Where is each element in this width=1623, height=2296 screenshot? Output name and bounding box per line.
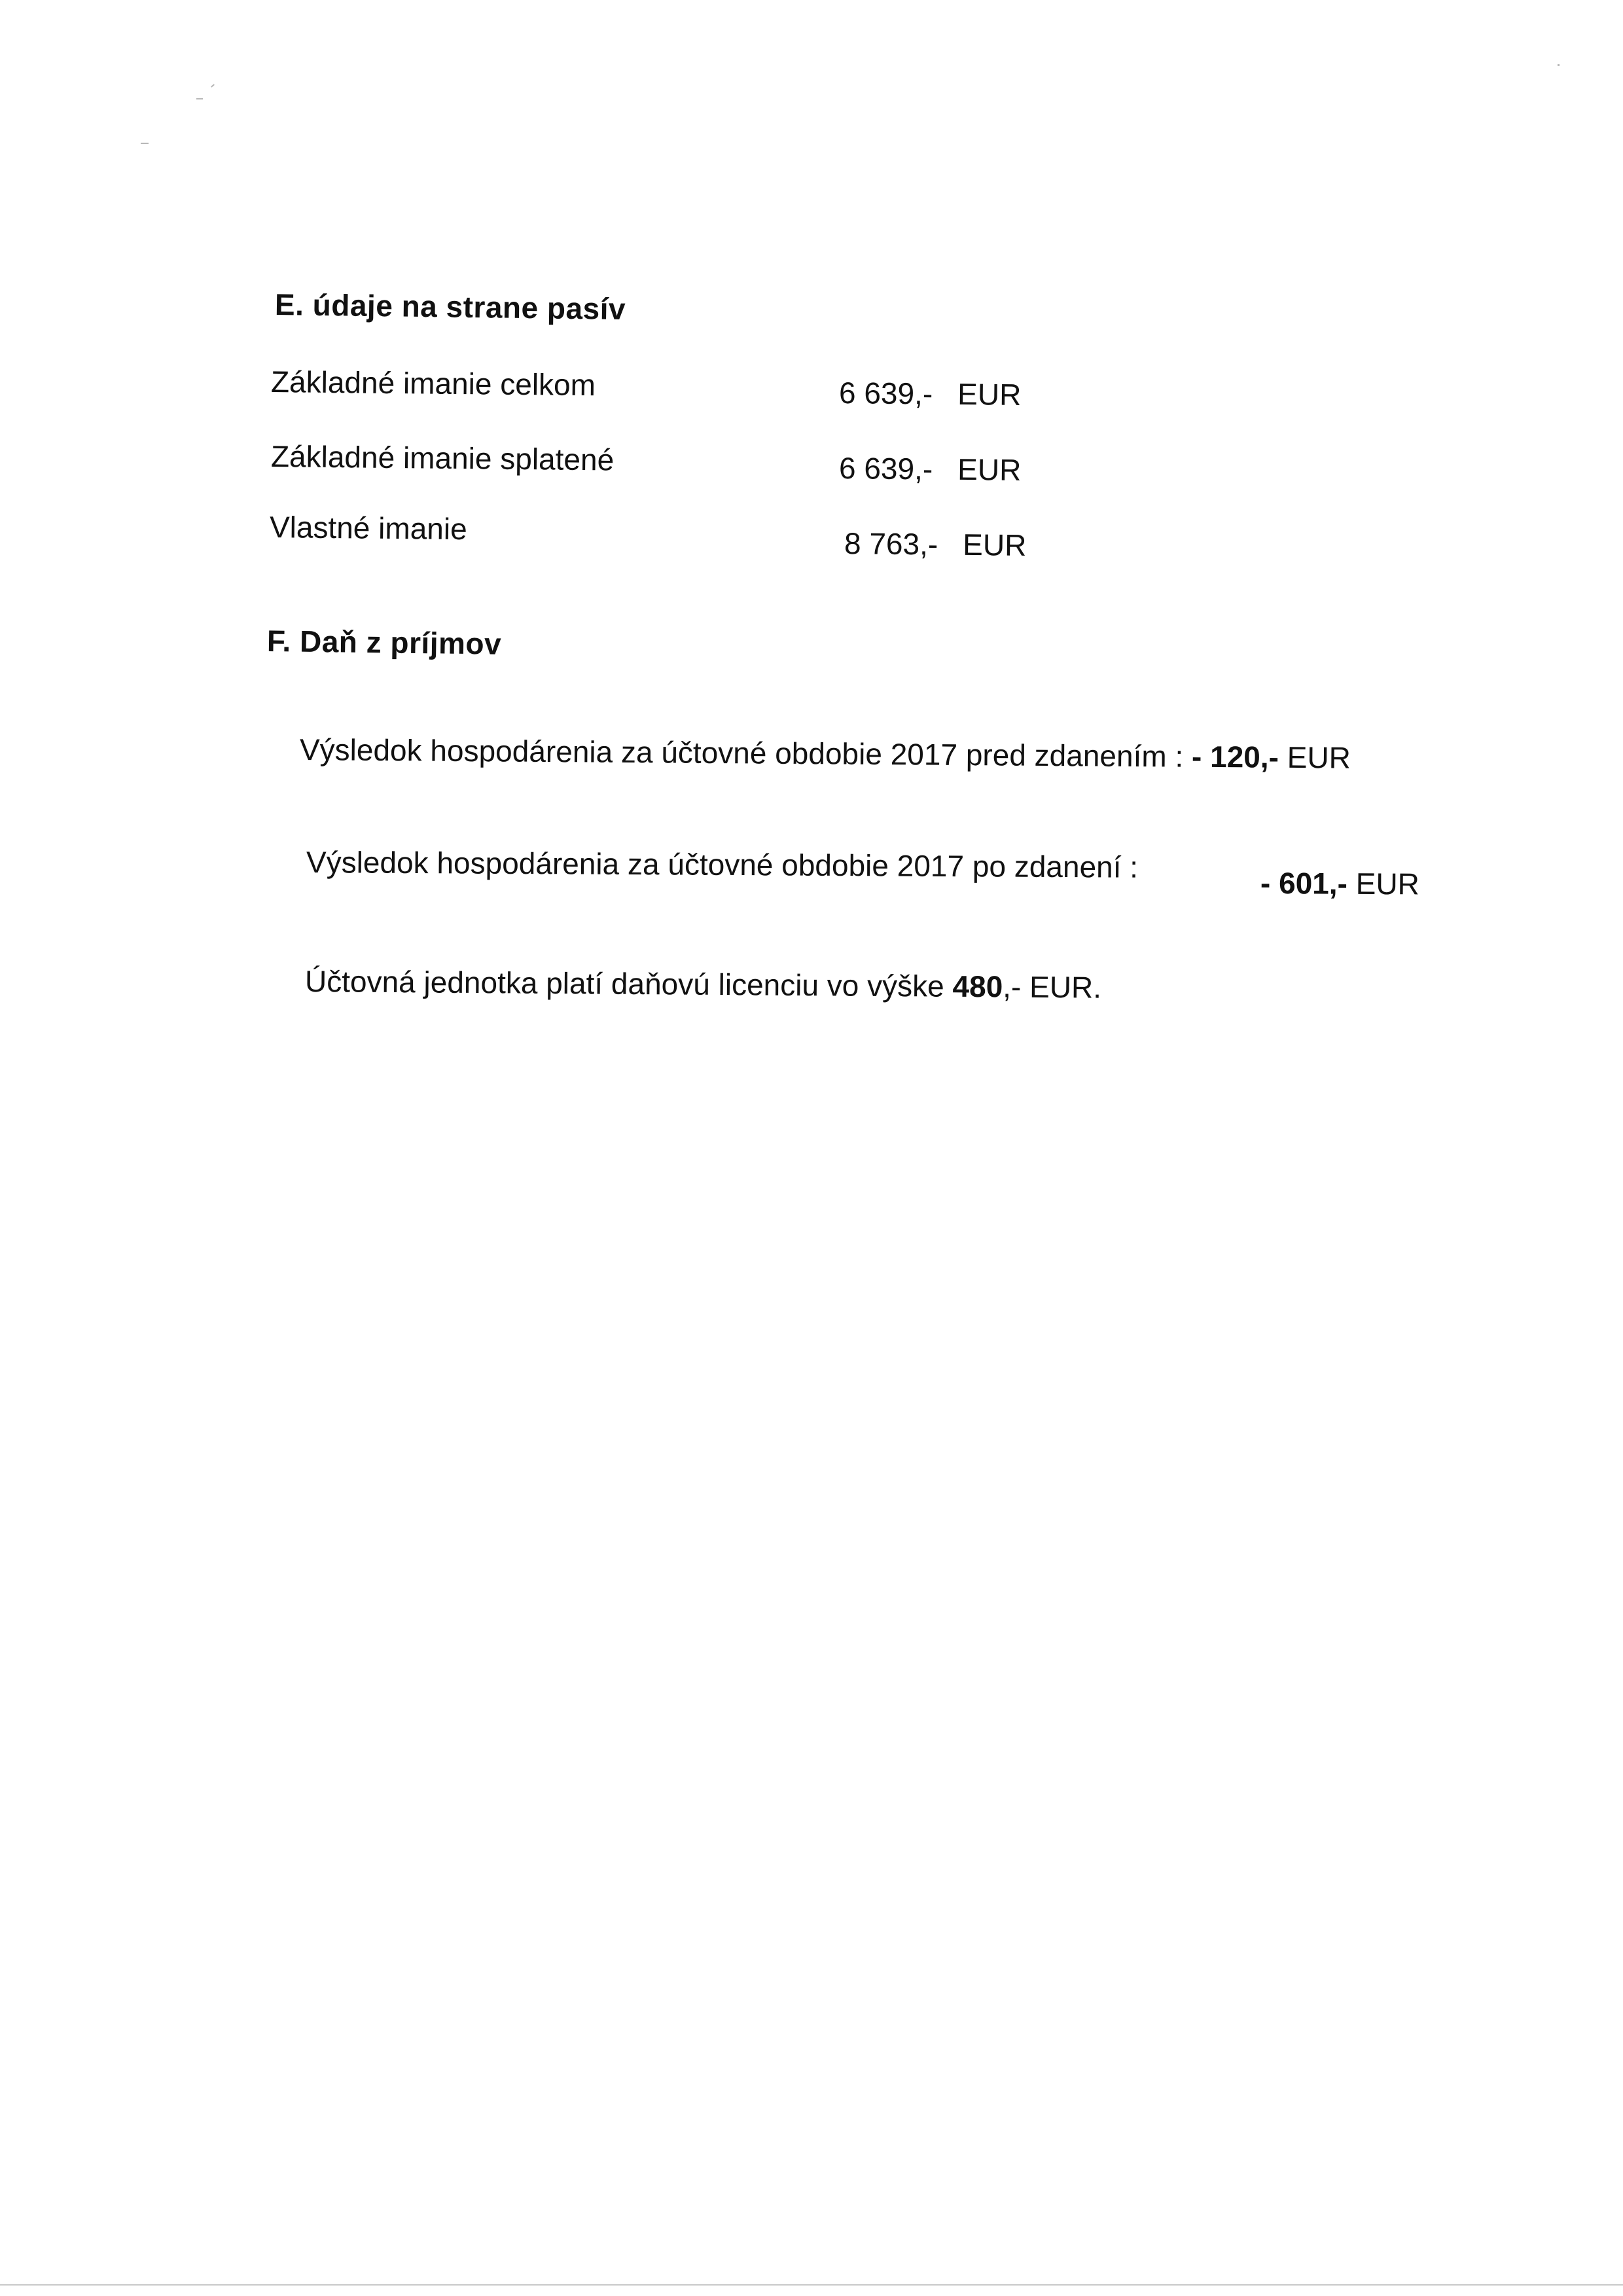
own-equity-amount (844, 526, 1027, 563)
result-after-tax-currency: EUR (1355, 866, 1420, 901)
equity-total-label: Základné imanie celkom (270, 365, 596, 403)
tax-license-line (305, 963, 1101, 1005)
result-after-tax-text: Výsledok hospodárenia za účtovné obdobie 2017 po zdanení : (306, 845, 1139, 884)
result-before-tax-value: - 120,- (1191, 739, 1279, 774)
tax-license-suffix: ,- EUR. (1003, 969, 1102, 1005)
scan-artifact (211, 84, 215, 87)
scan-artifact (1558, 64, 1560, 66)
own-equity-currency: EUR (962, 527, 1027, 562)
result-after-tax-amount (1260, 865, 1419, 901)
own-equity-label: Vlastné imanie (269, 510, 467, 547)
result-before-tax-line (300, 732, 1351, 776)
equity-total-currency: EUR (957, 376, 1022, 412)
tax-license-value: 480 (952, 969, 1003, 1004)
equity-paid-value: 6 639,- (838, 451, 933, 486)
scan-artifact (141, 143, 149, 144)
result-after-tax-value: - 601,- (1260, 866, 1348, 901)
tax-license-text: Účtovná jednotka platí daňovú licenciu vo výške (304, 964, 944, 1003)
equity-paid-currency: EUR (957, 452, 1022, 487)
scan-artifact (196, 98, 203, 99)
own-equity-value: 8 763,- (844, 526, 938, 562)
equity-total-value: 6 639,- (838, 376, 933, 411)
section-e-title: E. údaje na strane pasív (274, 287, 626, 327)
result-before-tax-currency: EUR (1287, 740, 1351, 775)
equity-paid-label: Základné imanie splatené (270, 439, 615, 477)
result-after-tax-line (306, 844, 1138, 885)
equity-total-amount (839, 375, 1022, 412)
section-f-title: F. Daň z príjmov (266, 624, 502, 661)
equity-paid-amount (839, 450, 1022, 488)
scan-bottom-edge (0, 2284, 1623, 2286)
result-before-tax-text: Výsledok hospodárenia za účtovné obdobie 2017 pred zdanením : (299, 732, 1184, 774)
